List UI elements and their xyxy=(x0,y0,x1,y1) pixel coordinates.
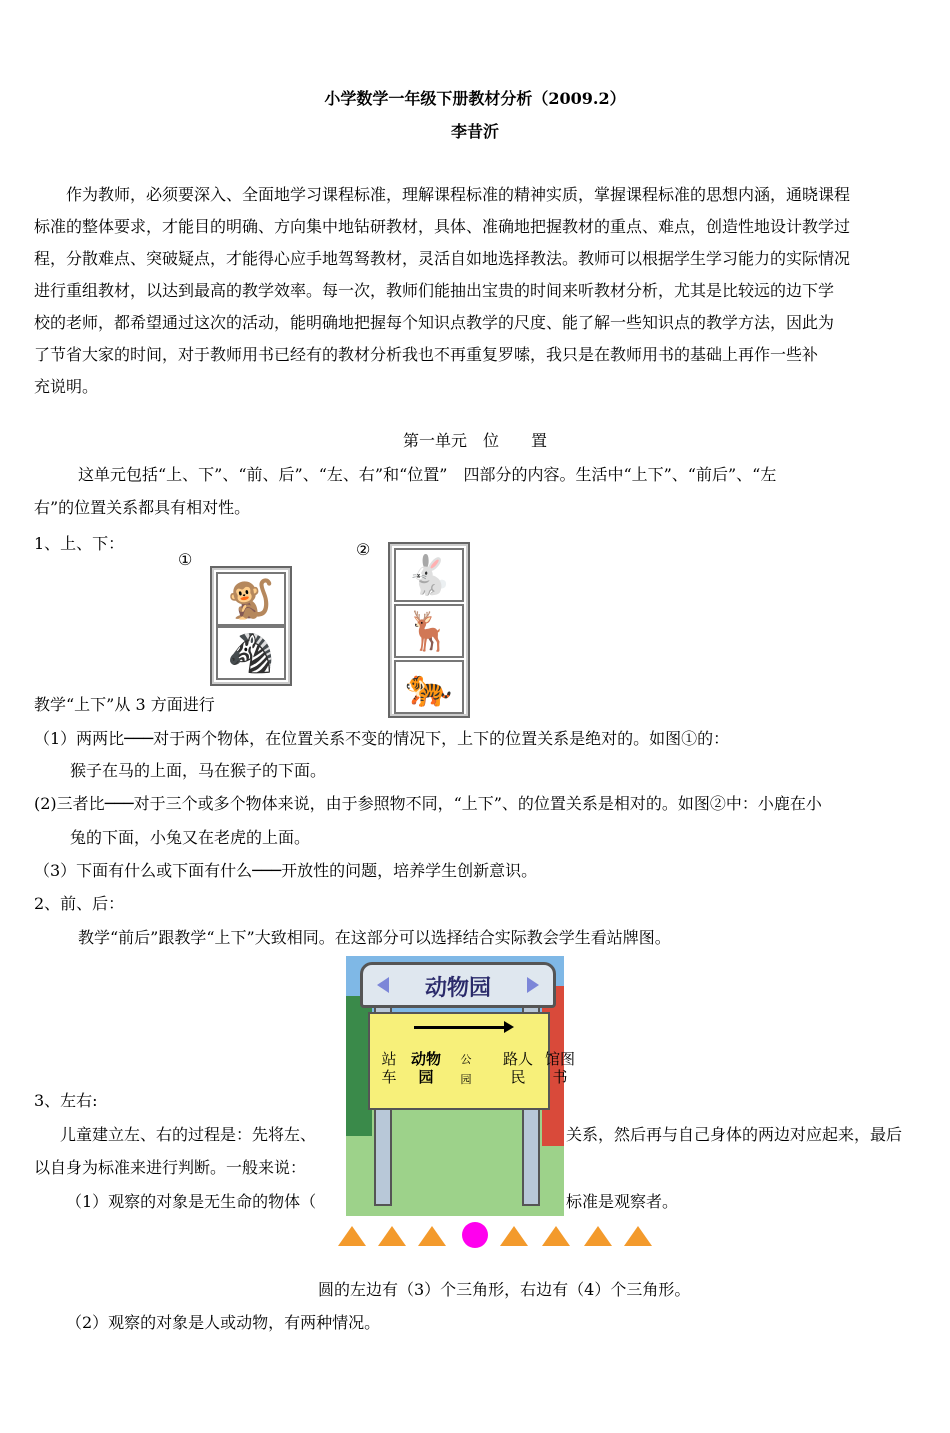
shelf-cell xyxy=(394,548,464,602)
teach-note: 教学“上下”从 3 方面进行 xyxy=(34,695,215,714)
shelf-cell xyxy=(216,626,286,680)
shelf-cell xyxy=(394,660,464,714)
shape-row xyxy=(338,1222,654,1252)
stop-zoo: 动物 园 xyxy=(410,1050,441,1086)
section3-point2: （2）观察的对象是人或动物，有两种情况。 xyxy=(66,1313,381,1332)
intro-line: 了节省大家的时间，对于教师用书已经有的教材分析我也不再重复罗嗦，我只是在教师用书的基础上再作一些补 xyxy=(34,345,819,364)
figure2-label: ② xyxy=(356,540,371,559)
rabbit-icon: 🐇 xyxy=(405,553,453,597)
unit-heading: 第一单元 位 置 xyxy=(402,431,547,450)
section2-text: 教学“前后”跟教学“上下”大致相同。在这部分可以选择结合实际教会学生看站牌图。 xyxy=(78,928,671,947)
intro-line: 程，分散难点、突破疑点，才能得心应手地驾驽教材，灵活自如地选择教法。教师可以根据学生学习能力的实际情况 xyxy=(34,249,851,268)
unit-desc-line1: 这单元包括“上、下”、“前、后”、“左、右”和“位置” 四部分的内容。生活中“上下”、“前后”、“左 xyxy=(78,465,777,484)
triangle-icon xyxy=(500,1226,528,1246)
point3: （3）下面有什么或下面有什么───开放性的问题，培养学生创新意识。 xyxy=(34,861,538,880)
section3-line2: 以自身为标准来进行判断。一般来说： xyxy=(34,1158,307,1177)
doc-title: 小学数学一年级下册教材分析（2009.2） xyxy=(324,89,626,108)
figure2-shelf xyxy=(388,542,470,718)
unit-desc-line2: 右”的位置关系都具有相对性。 xyxy=(34,498,251,517)
intro-paragraph xyxy=(34,179,922,403)
section2-label: 2、前、后： xyxy=(34,894,125,913)
triangle-icon xyxy=(418,1226,446,1246)
tiger-icon: 🐅 xyxy=(405,665,453,709)
circle-icon xyxy=(462,1222,488,1248)
intro-line: 进行重组教材，以达到最高的教学效率。每一次，教师们能抽出宝贵的时间来听教材分析，尤其是比较远的边下学 xyxy=(34,281,835,300)
sign-header xyxy=(360,962,556,1008)
intro-line: 校的老师，都希望通过这次的活动，能明确地把握每个知识点教学的尺度、能了解一些知识点的教学方法，因此为 xyxy=(34,313,835,332)
intro-line: 作为教师，必须要深入、全面地学习课程标准，理解课程标准的精神实质，掌握课程标准的思想内涵，通晓课程 xyxy=(66,185,851,204)
zoo-sign-image xyxy=(346,956,564,1216)
stop-people: 路人 民 xyxy=(502,1050,533,1086)
shelf-cell xyxy=(216,572,286,626)
stop-park: 公 园 xyxy=(460,1053,472,1086)
stop-bus: 站 车 xyxy=(381,1050,397,1086)
triangle-icon xyxy=(378,1226,406,1246)
shape-caption: 圆的左边有（3）个三角形，右边有（4）个三角形。 xyxy=(318,1280,691,1299)
triangle-icon xyxy=(542,1226,570,1246)
point2-line2: 兔的下面，小兔又在老虎的上面。 xyxy=(70,828,311,847)
section1-label: 1、上、下： xyxy=(34,534,125,553)
section3-point1-right: 标准是观察者。 xyxy=(566,1192,679,1211)
doc-author: 李昔沂 xyxy=(450,122,499,141)
section3-line1-left: 儿童建立左、右的过程是：先将左、 xyxy=(60,1125,317,1144)
intro-line: 充说明。 xyxy=(34,377,99,396)
point1-line2: 猴子在马的上面，马在猴子的下面。 xyxy=(70,761,327,780)
zebra-icon: 🦓 xyxy=(227,631,275,675)
triangle-icon xyxy=(338,1226,366,1246)
point1-line1: （1）两两比───对于两个物体，在位置关系不变的情况下，上下的位置关系是绝对的。如图①的： xyxy=(34,729,730,748)
point2-line1: (2)三者比───对于三个或多个物体来说，由于参照物不同，“上下”、的位置关系是相对的。如图②中：小鹿在小 xyxy=(34,794,822,813)
shelf-cell xyxy=(394,604,464,658)
deer-icon: 🦌 xyxy=(405,609,453,653)
stop-library: 馆图 书 xyxy=(544,1050,575,1086)
route-arrow xyxy=(414,1026,506,1029)
monkey-icon: 🐒 xyxy=(227,577,275,621)
section3-label: 3、左右: xyxy=(34,1091,98,1110)
figure1-shelf xyxy=(210,566,292,686)
intro-line: 标准的整体要求，才能目的明确、方向集中地钻研教材，具体、准确地把握教材的重点、难点，创造性地设计教学过 xyxy=(34,217,851,236)
figure1-label: ① xyxy=(178,550,193,569)
triangle-icon xyxy=(584,1226,612,1246)
section3-line1-right: 关系，然后再与自己身体的两边对应起来，最后 xyxy=(566,1125,903,1144)
triangle-icon xyxy=(624,1226,652,1246)
zoo-sign-title: 动物园 xyxy=(424,976,491,1001)
section3-point1-left: （1）观察的对象是无生命的物体（ xyxy=(66,1192,317,1211)
route-arrow-head xyxy=(504,1021,514,1033)
